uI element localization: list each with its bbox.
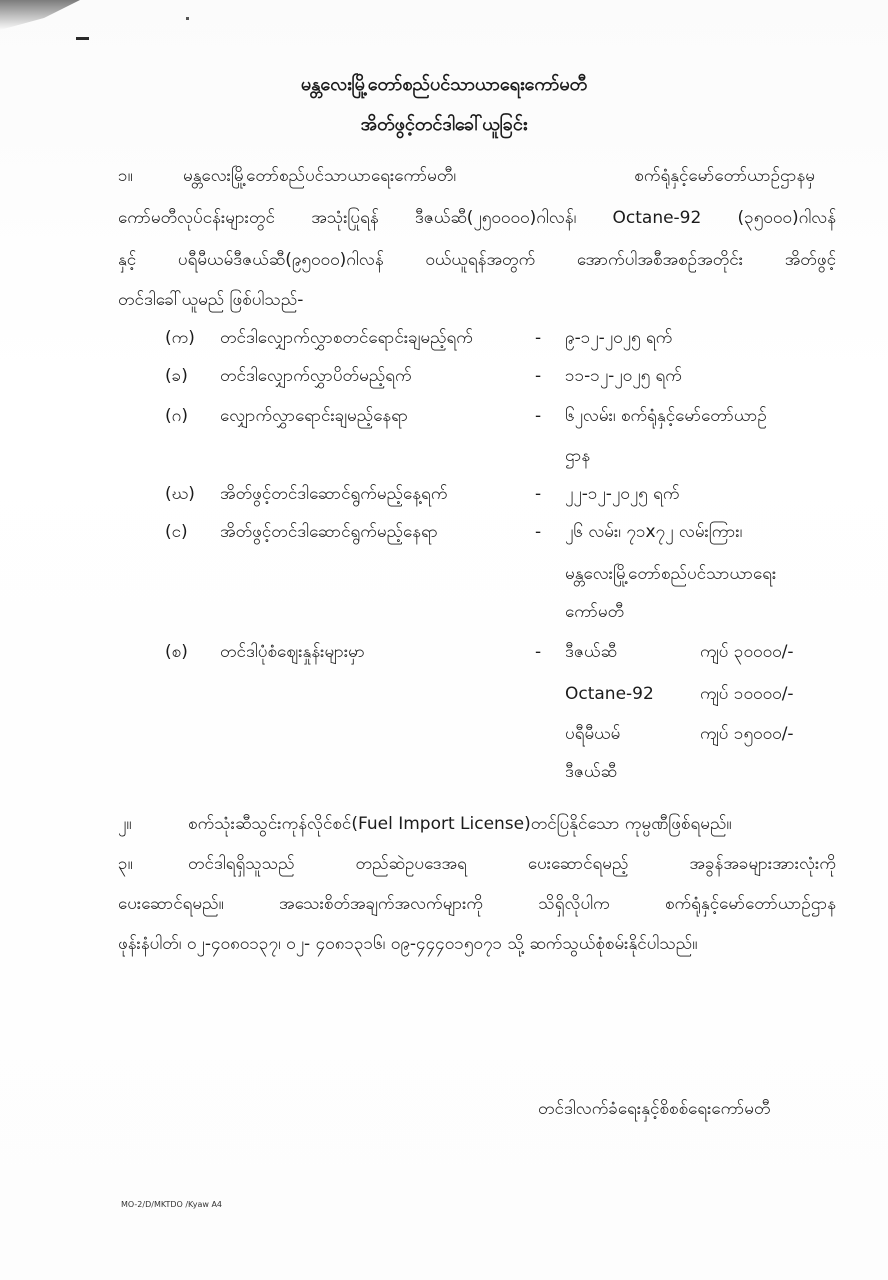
item-label: လျှောက်လွှာရောင်းချမည့်နေရာ [220,406,408,426]
paragraph-line: ပေးဆောင်ရမည်။ အသေးစိတ်အချက်အလက်များကို သိရှိလိုပါက စက်ရုံနှင့်မော်တော်ယာဉ်ဌာန [118,894,836,914]
item-dash: - [535,522,542,542]
item-dash: - [535,328,542,348]
price-name: Octane-92 [565,684,654,704]
scan-edge-shadow [0,0,80,30]
paragraph-line: ဖုန်းနံပါတ်၊ ၀၂-၄၀၈၀၁၃၇၊ ၀၂- ၄၀၈၁၃၁၆၊ ၀၉-၄၄၄၀၁၅၀၇၁ သို့ ဆက်သွယ်စုံစမ်းနိုင်ပါသည်။ [118,934,698,954]
price-name-continued: ဒီဇယ်ဆီ [565,762,617,782]
item-value: ၉-၁၂-၂၀၂၅ ရက် [565,328,673,348]
item-label: အိတ်ဖွင့်တင်ဒါဆောင်ရွက်မည့်နေရာ [220,522,438,542]
paragraph-line: စက်သုံးဆီသွင်းကုန်လိုင်စင်(Fuel Import License)တင်ပြနိုင်သော ကုမ္ပဏီဖြစ်ရမည်။ [188,814,732,834]
item-dash: - [535,366,542,386]
price-amount: ကျပ် ၁၀၀၀၀/- [700,684,794,704]
paragraph-number: ၁။ [118,166,133,186]
item-dash: - [535,642,542,662]
item-value-continued: ဌာန [565,446,591,466]
price-name: ပရီမီယမ် [565,724,621,744]
item-value-continued: မန္တလေးမြို့တော်စည်ပင်သာယာရေး [565,564,777,584]
item-marker: (ဃ) [165,484,195,504]
item-label: တင်ဒါပုံစံဈေးနှုန်းများမှာ [220,642,365,662]
item-marker: (ဂ) [165,406,188,426]
item-label: အိတ်ဖွင့်တင်ဒါဆောင်ရွက်မည့်နေ့ရက် [220,484,448,504]
paragraph-number: ၂။ [118,814,132,834]
document-title: မန္တလေးမြို့တော်စည်ပင်သာယာရေးကော်မတီ [300,74,588,95]
paragraph-line: တင်ဒါရရှိသူသည် တည်ဆဲဥပဒေအရ ပေးဆောင်ရမည့် အခွန်အခများအားလုံးကို [188,854,836,874]
paragraph-line: နှင့် ပရီမီယမ်ဒီဇယ်ဆီ(၉၅၀၀၀)ဂါလန် ဝယ်ယူရန်အတွက် အောက်ပါအစီအစဉ်အတိုင်း အိတ်ဖွင့် [118,250,836,270]
signature-committee: တင်ဒါလက်ခံရေးနှင့်စိစစ်ရေးကော်မတီ [538,1099,771,1119]
item-value: ၆၂လမ်း၊ စက်ရုံနှင့်မော်တော်ယာဉ် [565,406,767,426]
item-value-continued: ကော်မတီ [565,602,625,622]
paragraph-line: ကော်မတီလုပ်ငန်းများတွင် အသုံးပြုရန် ဒီဇယ်ဆီ(၂၅၀၀၀၀)ဂါလန်၊ Octane-92 (၃၅၀၀၀)ဂါလန် [118,208,836,228]
item-value: ၂၂-၁၂-၂၀၂၅ ရက် [565,484,680,504]
item-label: တင်ဒါလျှောက်လွှာစတင်ရောင်းချမည့်ရက် [220,328,473,348]
paragraph-line: မန္တလေးမြို့တော်စည်ပင်သာယာရေးကော်မတီ၊ စက်ရုံနှင့်မော်တော်ယာဉ်ဌာနမှ [183,166,815,186]
scan-speck [76,37,89,40]
item-marker: (စ) [165,642,188,662]
paragraph-number: ၃။ [118,854,133,874]
footer-reference: MO-2/D/MKTDO /Kyaw A4 [121,1200,223,1209]
scan-speck [186,17,189,20]
item-marker: (င) [165,522,188,542]
paragraph-line: တင်ဒါခေါ်ယူမည် ဖြစ်ပါသည်- [118,290,304,310]
price-amount: ကျပ် ၁၅၀၀၀/- [700,724,794,744]
item-dash: - [535,484,542,504]
document-subtitle: အိတ်ဖွင့်တင်ဒါခေါ်ယူခြင်း [360,114,528,135]
item-marker: (ခ) [165,366,188,386]
price-amount: ကျပ် ၃၀၀၀၀/- [700,642,794,662]
item-label: တင်ဒါလျှောက်လွှာပိတ်မည့်ရက် [220,366,412,386]
item-value: ၁၁-၁၂-၂၀၂၅ ရက် [565,366,682,386]
item-value: ၂၆ လမ်း၊ ၇၁x၇၂ လမ်းကြား၊ [565,522,743,542]
price-name: ဒီဇယ်ဆီ [565,642,617,662]
item-marker: (က) [165,328,195,348]
item-dash: - [535,406,542,426]
